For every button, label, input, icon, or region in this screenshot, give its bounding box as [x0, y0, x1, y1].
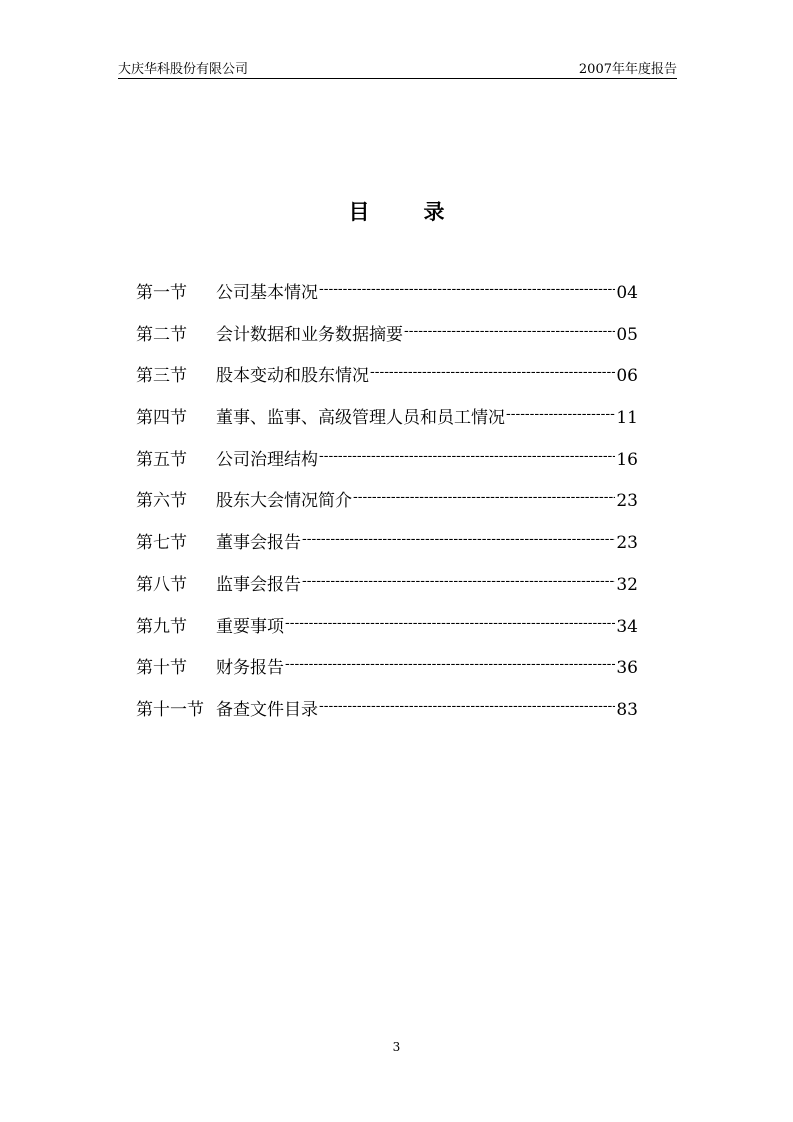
toc-leader: [302, 567, 615, 595]
toc-entry-11[interactable]: [136, 696, 638, 738]
toc-leader: [319, 275, 615, 303]
toc-page-number: 36: [616, 658, 638, 679]
toc-entry-4[interactable]: [136, 404, 638, 446]
toc-page-number: 11: [616, 408, 638, 429]
toc-leader: [319, 442, 615, 470]
table-of-contents: [136, 279, 638, 738]
toc-section-title: 股东大会情况简介: [216, 491, 352, 512]
toc-section-number: 第一节: [136, 283, 187, 303]
toc-entry-3[interactable]: [136, 362, 638, 404]
toc-leader: [319, 692, 615, 720]
toc-section-title: 股本变动和股东情况: [216, 366, 369, 387]
toc-section-title: 会计数据和业务数据摘要: [216, 324, 403, 345]
page-number: 3: [392, 1040, 401, 1054]
toc-page-number: 32: [616, 574, 638, 595]
toc-section-number: 第十一节: [136, 699, 204, 720]
toc-leader: [404, 317, 615, 345]
toc-section-title: 董事、监事、高级管理人员和员工情况: [216, 408, 505, 429]
toc-page-number: 06: [616, 366, 638, 387]
toc-section-title: 备查文件目录: [216, 699, 318, 720]
toc-section-number: 第八节: [136, 574, 187, 595]
toc-section-number: 第十节: [136, 658, 187, 679]
toc-leader: [302, 525, 615, 553]
page-title-char-1: 目: [348, 200, 370, 224]
toc-leader: [370, 358, 615, 386]
toc-section-number: 第二节: [136, 324, 187, 345]
toc-section-title: 财务报告: [216, 658, 284, 679]
toc-section-number: 第三节: [136, 366, 187, 387]
toc-leader: [285, 609, 615, 637]
toc-entry-10[interactable]: [136, 654, 638, 696]
toc-page-number: 23: [616, 533, 638, 554]
toc-section-number: 第七节: [136, 533, 187, 554]
toc-section-title: 公司治理结构: [216, 449, 318, 470]
toc-section-title: 公司基本情况: [216, 283, 318, 303]
toc-page-number: 04: [616, 283, 638, 303]
page-title-char-2: 录: [423, 200, 445, 224]
toc-section-number: 第四节: [136, 408, 187, 429]
page-title: [0, 196, 793, 226]
toc-section-title: 董事会报告: [216, 533, 301, 554]
toc-entry-6[interactable]: [136, 487, 638, 529]
toc-section-title: 监事会报告: [216, 574, 301, 595]
toc-entry-7[interactable]: [136, 529, 638, 571]
toc-page-number: 34: [616, 616, 638, 637]
company-name: 大庆华科股份有限公司: [118, 62, 249, 77]
toc-section-title: 重要事项: [216, 616, 284, 637]
toc-page-number: 83: [616, 699, 638, 720]
toc-section-number: 第五节: [136, 449, 187, 470]
toc-section-number: 第六节: [136, 491, 187, 512]
toc-entry-1[interactable]: [136, 279, 638, 321]
toc-leader: [285, 650, 615, 678]
page-header: [118, 56, 677, 79]
toc-section-number: 第九节: [136, 616, 187, 637]
toc-entry-9[interactable]: [136, 613, 638, 655]
toc-entry-5[interactable]: [136, 446, 638, 488]
toc-entry-8[interactable]: [136, 571, 638, 613]
report-title: 2007年年度报告: [578, 62, 677, 77]
toc-leader: [506, 400, 615, 428]
toc-page-number: 16: [616, 449, 638, 470]
toc-entry-2[interactable]: [136, 321, 638, 363]
toc-leader: [353, 483, 615, 511]
toc-page-number: 23: [616, 491, 638, 512]
toc-page-number: 05: [616, 324, 638, 345]
